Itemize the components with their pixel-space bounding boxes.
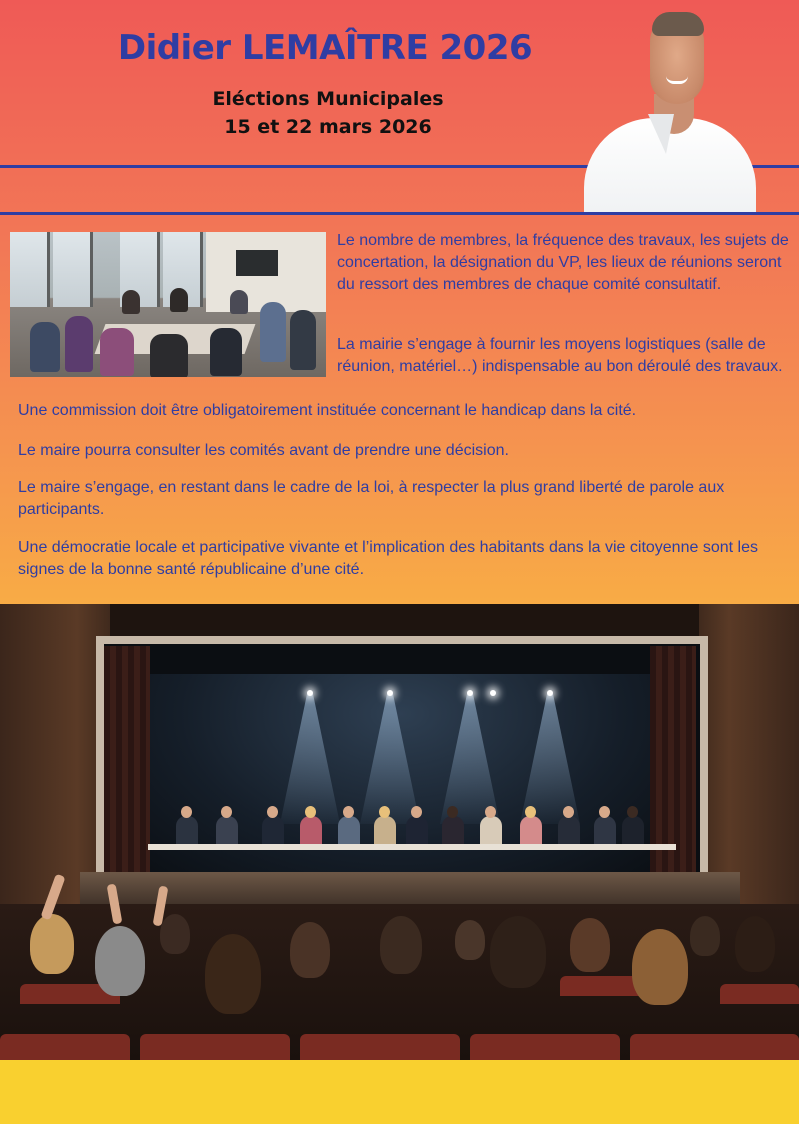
town-hall-meeting-photo [0,604,799,1060]
paragraph-mayor-consultation: Le maire pourra consulter les comités avant de prendre une décision. [18,442,509,459]
page-title: Didier LEMAÎTRE 2026 [117,28,533,68]
paragraph-committee-organization: Le nombre de membres, la fréquence des travaux, les sujets de concertation, la désignation du VP, les lieux de réunions seront du ressort des membres de chaque comité consultatif. [337,232,789,293]
election-dates: 15 et 22 mars 2026 [224,116,432,138]
paragraph-freedom-of-speech: Le maire s’engage, en restant dans le cadre de la loi, à respecter la plus grand liberté de parole aux participants. [18,479,725,518]
election-subtitle: Eléctions Municipales [212,88,444,110]
candidate-portrait [582,6,757,213]
paragraph-logistics: La mairie s’engage à fournir les moyens logistiques (salle de réunion, matériel…) indispensable au bon déroulé des travaux. [337,336,783,375]
paragraph-handicap-commission: Une commission doit être obligatoirement instituée concernant le handicap dans la cité. [18,402,637,419]
paragraph-local-democracy: Une démocratie locale et participative vivante et l’implication des habitants dans la vie citoyenne sont les signes de la bonne santé républicaine d’une cité. [18,539,758,578]
meeting-photo [10,232,326,377]
footer-band [0,1060,799,1124]
header-divider-bottom [0,212,799,215]
